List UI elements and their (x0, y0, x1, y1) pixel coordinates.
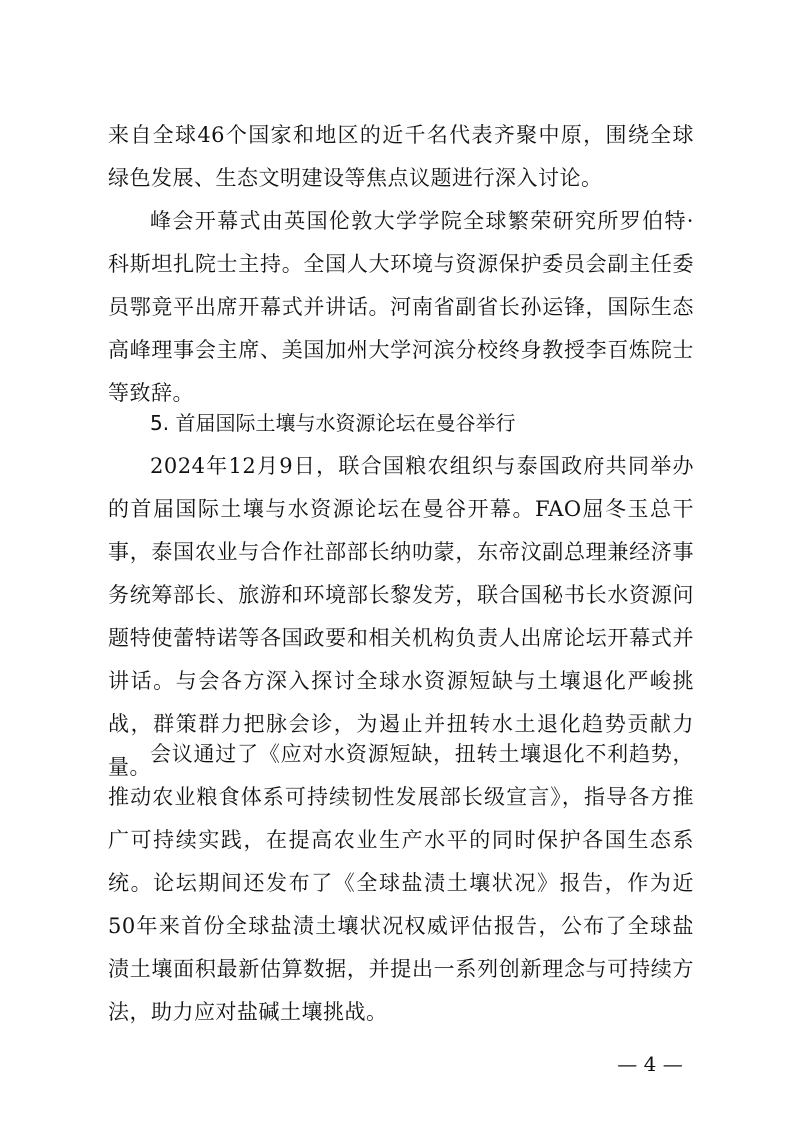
section-heading: 5. 首届国际土壤与水资源论坛在曼谷举行 (150, 411, 516, 435)
paragraph-declaration: 会议通过了《应对水资源短缺，扭转土壤退化不利趋势，推动农业粮食体系可持续韧性发展部长级宣言》，指导各方推广可持续实践，在提高农业生产水平的同时保护各国生态系统。论坛期间还发布了《全球盐渍土壤状况》报告，作为近50年来首份全球盐渍土壤状况权威评估报告，公布了全球盐渍土壤面积最新估算数据，并提出一系列创新理念与可持续方法，助力应对盐碱土壤挑战。 (108, 742, 694, 1024)
paragraph-continuation: 来自全球46个国家和地区的近千名代表齐聚中原，围绕全球绿色发展、生态文明建设等焦点议题进行深入讨论。 (108, 123, 694, 190)
paragraph-forum-opening: 2024年12月9日，联合国粮农组织与泰国政府共同举办的首届国际土壤与水资源论坛在曼谷开幕。FAO屈冬玉总干事，泰国农业与合作社部部长纳叻蒙，东帝汶副总理兼经济事务统筹部长、旅游和环境部长黎发芳，联合国秘书长水资源问题特使蕾特诺等各国政要和相关机构负责人出席论坛开幕式并讲话。与会各方深入探讨全球水资源短缺与土壤退化严峻挑战，群策群力把脉会诊，为遏止并扭转水土退化趋势贡献力量。 (108, 454, 694, 779)
page-number: — 4 — (617, 1052, 683, 1076)
paragraph-summit-opening: 峰会开幕式由英国伦敦大学学院全球繁荣研究所罗伯特·科斯坦扎院士主持。全国人大环境与资源保护委员会副主任委员鄂竟平出席开幕式并讲话。河南省副省长孙运锋，国际生态高峰理事会主席、美国加州大学河滨分校终身教授李百炼院士等致辞。 (108, 209, 694, 405)
